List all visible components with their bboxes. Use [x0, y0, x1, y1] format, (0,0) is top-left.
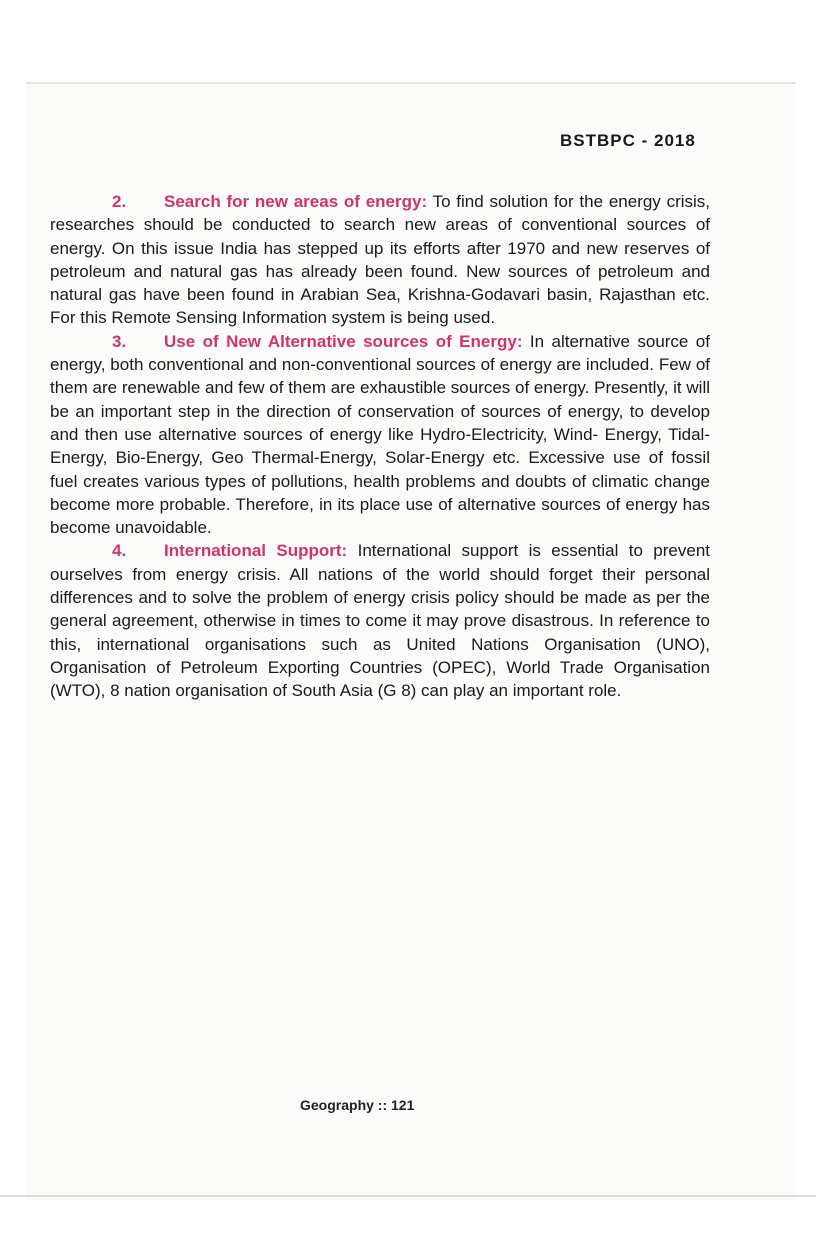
section-3 — [50, 330, 710, 540]
document-code: BSTBPC - 2018 — [560, 131, 696, 150]
section-number: 2. — [112, 192, 127, 211]
body-text — [50, 190, 710, 703]
section-text: In alternative source of energy, both conventional and non-conventional sources of energy are included. Few of them are renewable and few of them are exhaustible sources of energy. Presently, it will be an important step in the direction of conservation of sources of energy, to develop and then use alternative sources of energy like Hydro-Electricity, Wind- Energy, Tidal-Energy, Bio-Energy, Geo Thermal-Energy, Solar-Energy etc. Excessive use of fossil fuel creates various types of pollutions, health problems and doubts of climatic change become more probable. Therefore, in its place use of alternative sources of energy has become unavoidable. — [50, 331, 710, 538]
section-text: To find solution for the energy crisis, researches should be conducted to search new areas of conventional sources of energy. On this issue India has stepped up its efforts after 1970 and new reserves of petroleum and natural gas has already been found. New sources of petroleum and natural gas have been found in Arabian Sea, Krishna-Godavari basin, Rajasthan etc. For this Remote Sensing Information system is being used. — [50, 192, 711, 328]
section-text: International support is essential to prevent ourselves from energy crisis. All nations of the world should forget their personal differences and to solve the problem of energy crisis policy should be made as per the general agreement, otherwise in times to come it may prove disastrous. In reference to this, international organisations such as United Nations Organisation (UNO), Organisation of Petroleum Exporting Countries (OPEC), World Trade Organisation (WTO), 8 nation organisation of South Asia (G 8) can play an important role. — [50, 541, 711, 701]
section-heading: International Support: — [164, 541, 348, 561]
page-footer: Geography :: 121 — [300, 1097, 415, 1113]
section-number: 3. — [112, 331, 127, 351]
section-4 — [50, 539, 710, 702]
section-number: 4. — [112, 541, 127, 561]
section-2 — [50, 190, 710, 330]
section-heading: Search for new areas of energy: — [164, 192, 428, 211]
scan-edge-top — [26, 82, 796, 84]
section-heading: Use of New Alternative sources of Energy: — [164, 331, 523, 351]
scan-edge-bottom — [0, 1195, 816, 1197]
